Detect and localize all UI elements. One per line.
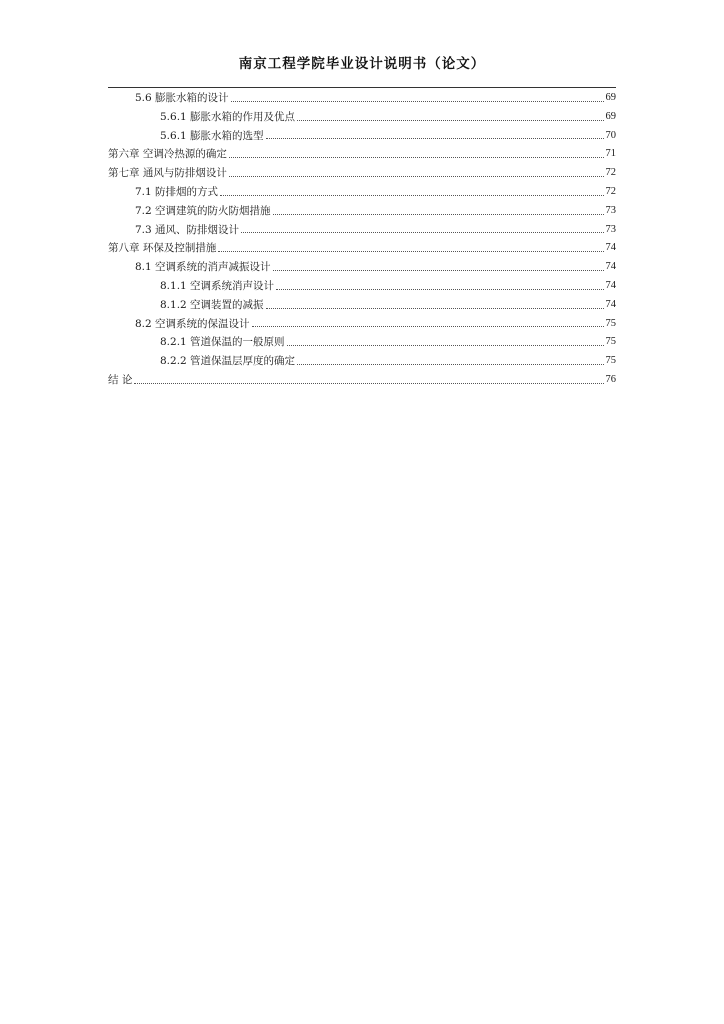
toc-entry[interactable]: [108, 352, 616, 371]
toc-entry[interactable]: [108, 145, 616, 164]
toc-dot-leader: [220, 195, 603, 196]
toc-dot-leader: [287, 345, 604, 346]
toc-page-number: 69: [605, 92, 616, 103]
toc-entry[interactable]: [108, 164, 616, 183]
toc-entry[interactable]: [108, 202, 616, 221]
toc-entry[interactable]: [108, 183, 616, 202]
toc-entry[interactable]: [108, 315, 616, 334]
toc-dot-leader: [297, 120, 603, 121]
toc-entry-title: 5.6 膨胀水箱的设计: [135, 92, 229, 104]
header-divider: [108, 87, 616, 88]
toc-dot-leader: [218, 251, 603, 252]
toc-page-number: 75: [605, 355, 616, 367]
toc-page-number: 70: [605, 129, 616, 141]
toc-entry[interactable]: [108, 239, 616, 258]
toc-entry-title: 5.6.1 膨胀水箱的选型: [160, 129, 264, 142]
toc-page-number: 72: [605, 167, 616, 179]
toc-entry[interactable]: [108, 333, 616, 352]
toc-dot-leader: [229, 176, 604, 177]
toc-dot-leader: [231, 101, 604, 102]
toc-entry-title: 8.2.1 管道保温的一般原则: [160, 336, 285, 349]
toc-entry-title: 8.1 空调系统的消声减振设计: [135, 261, 271, 274]
toc-dot-leader: [273, 214, 604, 215]
toc-dot-leader: [134, 383, 603, 384]
toc-page-number: 73: [605, 204, 616, 216]
toc-page-number: 72: [605, 185, 616, 197]
toc-page-number: 74: [605, 261, 616, 273]
toc-dot-leader: [252, 326, 604, 327]
toc-dot-leader: [273, 270, 604, 271]
page-header-title: 南京工程学院毕业设计说明书（论文）: [238, 56, 486, 72]
toc-entry-title: 8.2 空调系统的保温设计: [135, 317, 250, 330]
toc-dot-leader: [297, 364, 603, 365]
toc-entry-title: 7.2 空调建筑的防火防烟措施: [135, 204, 271, 217]
toc-page-number: 75: [605, 336, 616, 348]
toc-entry-title: 7.1 防排烟的方式: [135, 185, 219, 198]
toc-dot-leader: [241, 232, 603, 233]
toc-entry[interactable]: [108, 127, 616, 146]
toc-page-number: 76: [605, 373, 616, 385]
toc-entry[interactable]: [108, 371, 616, 390]
toc-page-number: 73: [605, 223, 616, 235]
toc-entry-title: 8.1.1 空调系统消声设计: [160, 279, 275, 292]
toc-page-number: 69: [605, 110, 616, 122]
toc-entry[interactable]: [108, 89, 616, 108]
toc-entry[interactable]: [108, 221, 616, 240]
toc-entry-title: 第六章 空调冷热源的确定: [108, 148, 227, 161]
toc-page-number: 74: [605, 242, 616, 254]
table-of-contents: [108, 89, 616, 390]
toc-dot-leader: [266, 138, 604, 139]
toc-entry-title: 第八章 环保及控制措施: [108, 242, 217, 255]
toc-entry-title: 5.6.1 膨胀水箱的作用及优点: [160, 110, 296, 123]
toc-page-number: 71: [605, 148, 616, 160]
toc-page-number: 74: [605, 279, 616, 291]
toc-dot-leader: [266, 308, 604, 309]
toc-entry[interactable]: [108, 258, 616, 277]
toc-page-number: 74: [605, 298, 616, 310]
toc-dot-leader: [229, 157, 604, 158]
toc-entry-title: 8.1.2 空调装置的减振: [160, 298, 264, 311]
toc-entry[interactable]: [108, 296, 616, 315]
toc-dot-leader: [276, 289, 603, 290]
toc-entry[interactable]: [108, 108, 616, 127]
toc-entry-title: 7.3 通风、防排烟设计: [135, 223, 240, 236]
toc-entry[interactable]: [108, 277, 616, 296]
toc-entry-title: 第七章 通风与防排烟设计: [108, 167, 227, 180]
toc-entry-title: 8.2.2 管道保温层厚度的确定: [160, 355, 296, 368]
toc-page-number: 75: [605, 317, 616, 329]
toc-entry-title: 结 论: [108, 373, 133, 386]
